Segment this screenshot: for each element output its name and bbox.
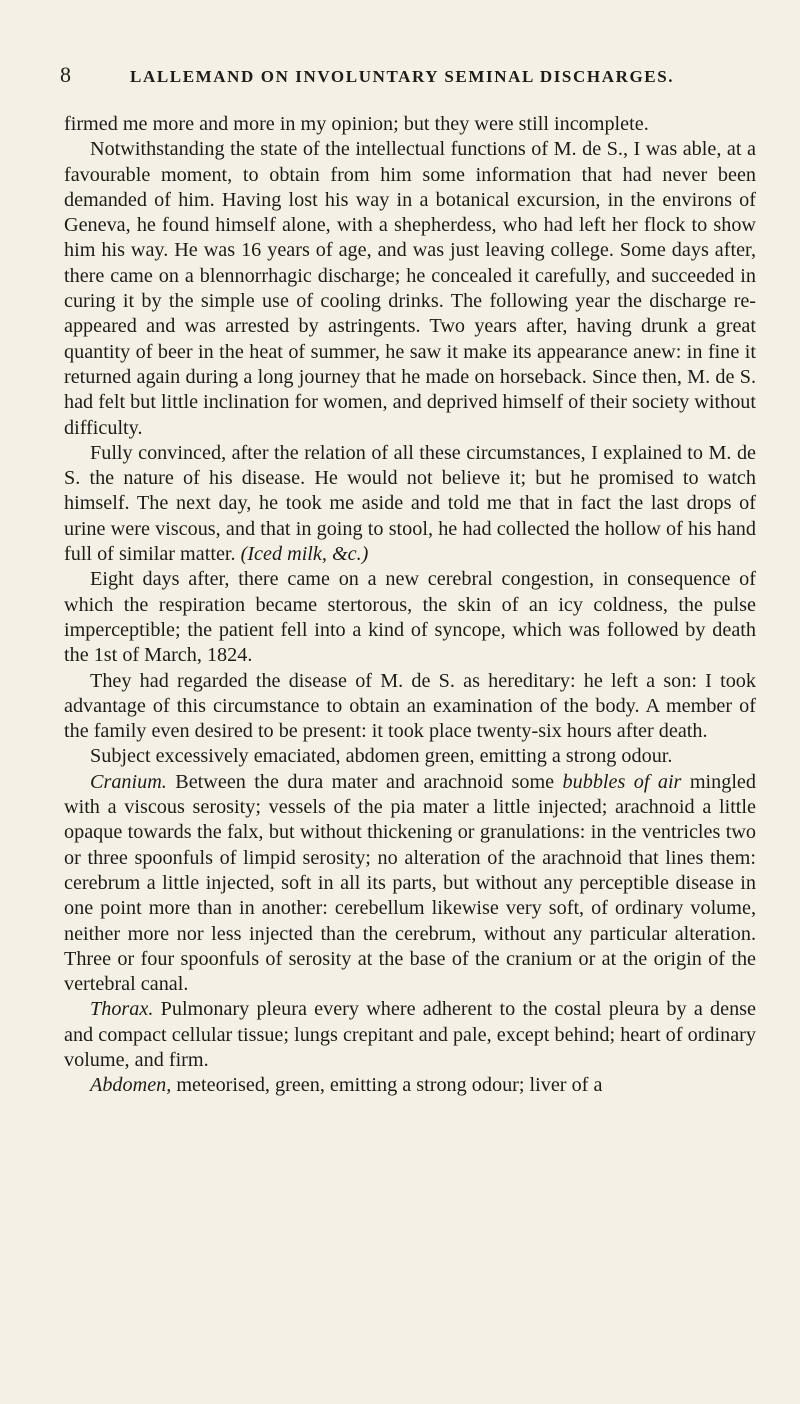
paragraph-text: Fully convinced, after the relation of all these circumstances, I explained to M. de S. the nature of his disease. He would not believe it; but he promised to watch himself. The next day, he took me aside and told me that in fact the last drops of urine were viscous, and that in going to stool, he had collected the hollow of his hand full of similar matter. — [64, 441, 756, 566]
paragraph — [64, 441, 756, 567]
paragraph-text: meteorised, green, emitting a strong odour; liver of a — [171, 1074, 603, 1097]
paragraph — [64, 744, 756, 769]
paragraph-text: firmed me more and more in my opinion; but they were still incomplete. — [64, 113, 649, 135]
section-lead: Abdomen, — [90, 1074, 172, 1097]
paragraph — [64, 669, 756, 745]
running-title: LALLEMAND ON INVOLUNTARY SEMINAL DISCHARGES. — [130, 67, 675, 86]
italic-note: (Iced milk, &c.) — [240, 543, 369, 566]
paragraph-text: Subject excessively emaciated, abdomen green, emitting a strong odour. — [90, 745, 673, 768]
paragraph-cranium — [64, 770, 756, 998]
paragraph-text: Notwithstanding the state of the intellectual functions of M. de S., I was able, at a favourable moment, to obtain from him some information that had never been demanded of him. Having lost his way in a botanical excursion, in the environs of Geneva, he found himself alone, with a shepherdess, who had left her flock to show him his way. He was 16 years of age, and was just leaving college. Some days after, there came on a blennorrhagic discharge; he concealed it carefully, and succeeded in curing it by the simple use of cooling drinks. The following year the discharge re-appeared and was arrested by astringents. Two years after, having drunk a great quantity of beer in the heat of summer, he saw it make its appearance anew: in fine it returned again during a long journey that he made on horseback. Since then, M. de S. had felt but little inclination for women, and deprived himself of their society without difficulty. — [64, 138, 756, 439]
paragraph — [64, 567, 756, 668]
section-lead: Cranium. — [90, 770, 167, 793]
italic-phrase: bubbles of air — [562, 770, 682, 793]
paragraph-text: Eight days after, there came on a new cerebral congestion, in consequence of which the respiration became stertorous, the skin of an icy coldness, the pulse imperceptible; the patient fell into a kind of syncope, which was followed by death the 1st of March, 1824. — [64, 568, 756, 667]
paragraph-abdomen — [64, 1073, 756, 1098]
paragraph-text: Pulmonary pleura every where adherent to the costal pleura by a dense and compact cellular tissue; lungs crepitant and pale, except behind; heart of ordinary volume, and firm. — [64, 998, 756, 1071]
page-number: 8 — [60, 62, 73, 87]
body-text — [64, 112, 756, 1099]
section-lead: Thorax. — [90, 998, 154, 1021]
paragraph — [64, 112, 756, 137]
running-header — [60, 62, 760, 88]
paragraph-text: mingled with a viscous serosity; vessels of the pia mater a little injected; arachnoid a little opaque towards the falx, but without thickening or granulations: in the ventricles two or three spoonfuls of limpid serosity; no alteration of the arachnoid that lines them: cerebrum a little injected, soft in all its parts, but without any perceptible disease in one point more than in another: cerebellum likewise very soft, of ordinary volume, neither more nor less injected than the cerebrum, without any particular alteration. Three or four spoonfuls of serosity at the base of the cranium or at the origin of the vertebral canal. — [64, 770, 756, 996]
paragraph-text: They had regarded the disease of M. de S. as hereditary: he left a son: I took advantage of this circumstance to obtain an examination of the body. A member of the family even desired to be present: it took place twenty-six hours after death. — [64, 669, 756, 743]
paragraph-thorax — [64, 997, 756, 1073]
paragraph — [64, 137, 756, 441]
paragraph-text: Between the dura mater and arachnoid some — [166, 770, 563, 793]
